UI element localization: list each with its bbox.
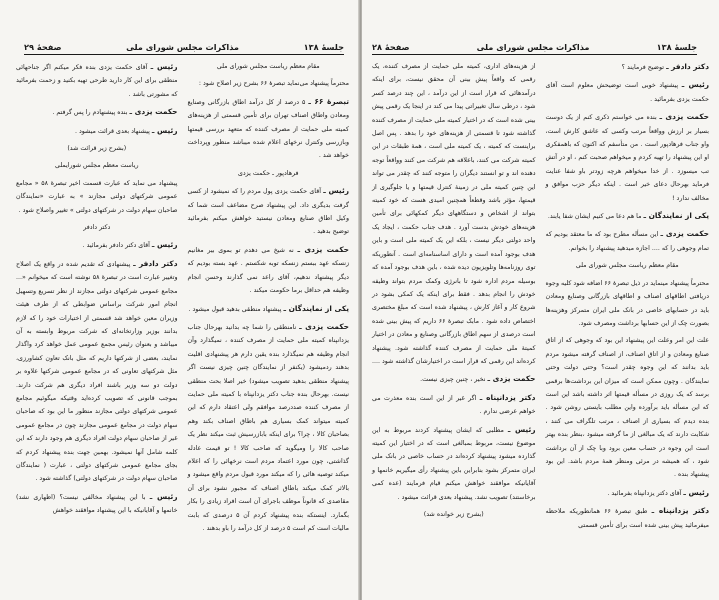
page-number: صفحهٔ ۲۸ (372, 42, 410, 52)
speech-paragraph (16, 105, 178, 119)
paragraph-text: نامنطقی را شما چه بدانید بهرحال جناب یزدانپناه کمیته ملی حمایت از مصرف کننده ، نمیگذارد وآن انجام وظیفه هم نمیگذارد بنده یقین دارم هر پیشنهادی اقلیت بدهند ردمیشود (یکنفر از نمایندگان چنین چیزی نیست اگر پیشنهاد منطقی بدهید تصویب میشود) خیر اصلا بحث منطقی نیست. بهرحال بنده جناب دکتر یزدانپناه با کمیته ملی حمایت از مصرف کننده صددرصد موافقم ولی اعتقاد دارم که این کمیته میتواند کمک بسیاری هم باطاق اصناف بکند وهم بصاحبان کالا ، چرا؟ برای اینکه بابازرسیش ثبت میکند نظر یک صاحب کالا را ومیگوید که صاحب کالا ! تو قیمت عادله گذاشتی، چون مورد اعتماد مردم است نرخهائی را که اعلام میکند توصیه هائی را که میکند مورد قبول مردم واقع میشود و بالاثر کمک میکند باطاق اصناف که مجبور نشود برای آن مقاصدی که قانوناً موظف باجرای آن است افراد زیادی را بکار بگمارد. اینستکه بنده پیشنهاد کردم آن ۵ درصدی که بابت مالیات است کم است ۵ درصد از کل درآمد را باو بدهند . (187, 323, 349, 532)
paragraph-text: محترماً پیشنهاد می‌نماید تبصرهٔ ۶۶ بشرح زیر اصلاح شود : (198, 80, 349, 88)
speaker-name: دکتر دادفر ـ (133, 258, 178, 268)
speech-paragraph (16, 238, 178, 252)
paragraph-text: ریاست معظم مجلس شورایملی (54, 162, 139, 170)
speech-paragraph (546, 110, 710, 205)
speech-paragraph (16, 257, 178, 486)
speaker-name: رئیس ـ (681, 80, 710, 90)
speaker-name: دکتر یزدانپناه ـ (651, 506, 709, 516)
speech-paragraph (372, 423, 536, 504)
text-paragraph (16, 159, 178, 172)
paragraph-text: توضیح فرمایند ؟ (621, 64, 665, 71)
speech-paragraph (16, 490, 178, 518)
paragraph-text: با این پیشنهاد مخالفی نیست؟ (اظهاری نشد) خانمها و آقایانیکه با این پیشنهاد موافقند خواهش (16, 493, 178, 515)
paragraph-text: اگر غیر از این است بنده معذرت می خواهم عرضی ندارم . (372, 394, 536, 416)
session-number: جلسهٔ ۱۳۸ (656, 42, 697, 52)
paragraph-text: (بشرح زیر خوانده شد) (423, 511, 484, 518)
paragraph-text: مقام معظم ریاست مجلس شورای ملی (575, 262, 679, 270)
right-page-column-right (546, 60, 710, 532)
text-paragraph (372, 60, 536, 368)
paragraph-text: پیشنهاد خوبی است توضیحش معلوم است آقای حکمت یزدی بفرمائید . (545, 82, 709, 103)
right-page-header (372, 38, 697, 55)
speech-paragraph (188, 95, 350, 163)
speaker-name: تبصرهٔ ۶۶ ـ (308, 96, 349, 106)
speech-paragraph (546, 504, 710, 532)
paragraph-text: مقام معظم ریاست مجلس شورای ملی (216, 63, 320, 70)
speaker-name: حکمت یزدی ـ (297, 244, 349, 254)
left-page (0, 0, 359, 600)
text-paragraph (16, 142, 178, 155)
paragraph-text: (بشرح زیر قرائت شد) (67, 145, 127, 153)
left-page-column-right (188, 60, 350, 535)
speech-paragraph (188, 243, 350, 298)
speaker-name: حکمت یزدی ـ (660, 229, 709, 239)
paragraph-text: ما هم دعا می کنیم ایشان شفا یابند. (547, 213, 642, 221)
speaker-name: حکمت یزدی ـ (129, 107, 178, 117)
speech-paragraph (188, 302, 350, 316)
speaker-name: رئیس ـ (507, 424, 536, 434)
speech-paragraph (16, 60, 178, 101)
speaker-name: حکمت یزدی ـ (487, 374, 536, 384)
text-paragraph (372, 508, 536, 521)
speaker-name: رئیس ـ (150, 62, 178, 71)
speaker-name: رئیس ـ (323, 186, 349, 196)
speaker-name: رئیس ـ (151, 240, 178, 250)
paragraph-text: از هزینه‌های اداری، کمیته ملی حمایت از مصرف کننده، یک رقمی که واقعاً پیش بینی آن محقق نیست، برای اینکه درآمدهائی که قرار است از این درآمد ، این چند درصد کسر شود ، درطی سال تغییراتی پیدا می کند در اینجا یک رقمی پیش بینی شده است که در اختیار کمیته ملی حمایت از مصرف کننده گذاشته شود تا قسمتی از هزینه‌های خود را بدهد . پس اصل براینست که کمیته ، یک کمیته ملی است ، همهٔ طبقات در این کمیته شرکت می کنند، باعلاقه هم شرکت می کنند وواقعاً توجه دهنده اند و تو انستند دیگران را متوجه کنند که چقدر می تواند این چنین کمیته ملی در زمینهٔ کنترل قیمتها و یا جلوگیری از قیمتها، مؤثر باشد وقطعاً همچنین امیدی هست که خود کمیته بتواند از اشخاص و دستگاههای دیگر کمکهائی برای تأمین هزینه‌های خودش بدست آورد . هدف جناب حکمت ، ایجاد یک واحد دولتی دیگر نیست ، بلکه این یک کمیته ملی است و باین هدف بوجود آمده است و دارای اساسنامه‌ای است . آنطوریکه توی روزنامه‌ها وتلویزیون دیده شده ، باین هدف بوجود آمده که بوسیله مردم اداره شود تا بانرژی وکمک مردم بتواند وظیفه خودش را انجام بدهد . فقط برای اینکه یک کمکی بشود در شروع کار و آغاز کارش ، پیشنهاد شده است که مبلغ مختصری اختصاص داده شود . مابک تبصرهٔ ۶۶ داریم که پیش بینی شده است درصدی از سهم اطاق بازرگانی وصنایع و معادن در اختیار کمیتهٔ ملی حمایت از مصرف کننده گذاشته شود. پیشنهاد کرده‌اند این رقمی که قرار است در اختیارشان گذاشته شود .... (371, 63, 536, 365)
right-page-column-left (372, 60, 536, 532)
paragraph-text: بنده می خواستم ذکری کنم از یک دوست بسیار بر ارزش وواقعاً مرتب وکسی که عاشق کارش است، واو جناب فرهادپور است . من متأسفم که اکنون که باهمفکری او این پیشنهاد را تهیه کردم و میخواهم صحبت کنم ، او در آتش تب میسوزد . از خدا میخواهم هرچه زودتر باو شفا عنایت فرماید بهرحال دعای خیر است . اینکه دیگر حزب موافق و مخالف ندارد ! (545, 114, 709, 202)
text-paragraph (16, 177, 178, 217)
speaker-name: یکی از نمایندگان ـ (643, 211, 709, 221)
paragraph-text: پیشنهاد منطقی بدهید قبول میشود . (188, 305, 282, 313)
paragraph-text: پیشنهادی که تقدیم شده در واقع یک اصلاح وتغییر عبارت است در تبصرهٔ ۵۸ نوشته است که میخوانم «... مجامع عمومی شرکتهای دولتی مجازند از نظر تسریع وتسهیل انجام امور شرکت براساس ضوابطی که از طرف هیئت وزیران معین خواهد شد قسمتی از اختیارات خود را که لازم بدانند بوزیر وزارتخانه‌ای که شرکت مربوط وابسته به آن میباشد و بعنوان رئیس مجمع عمومی عمل خواهد کرد واگذار نمایند، بعضی از شرکتها داریم که مثل بانک تعاون کشاورزی، مثل شرکتهای تعاونی که در مجامع عمومی شرکتها علاوه بر دولت دو سه وزیر باشند افراد دیگری هم شرکت دارند. بموجب قانونی که تصویب کرده‌اید وقتیکه میگوئیم مجامع عمومی شرکتهای دولتی مجازند منظور ما این بود که صاحبان سهام دولت در مجامع عمومی مجازند چون در مجامع عمومی غیر از صاحبان سهام دولت افراد دیگری هم وجود دارند که این کلمه شامل آنها نمیشود. بهمین جهت بنده پیشنهاد کردم که بجای مجامع عمومی شرکتهای دولتی ، عبارت ( نمایندگان صاحبان سهام دولت در شرکتهای دولتی) گذاشته شود . (16, 260, 178, 483)
left-page-header (24, 38, 344, 55)
paragraph-text: پیشنهاد می نماید که عبارت قسمت اخیر تبصرهٔ ۵۸ « مجامع عمومی شرکتهای دولتی مجازند » به عبارت «نمایندگان صاحبان سهام دولت در شرکتهای دولتی » تغییر واصلاح شود . (16, 179, 178, 214)
speaker-name: حکمت یزدی ـ (299, 321, 349, 331)
paragraph-text: علت این امر وعلت این پیشنهاد این بود که وجوهی که از اتاق صنایع ومعادن و از اتاق اصناف، از اصناف گرفته میشود مردم باید بدانند که این وجوه چقدر است؟ وحتی دولت وحتی نمایندگان . وچون ممکن است که میزان این برداشت‌ها برقمی برسد که یک روزی در مسأله قیمتها اثر داشته باشد این است که این مسأله باید برآورده واین مطلب بایستی روشن شود . بنده دیدم که بسیاری از اصناف ، مرتب تلگراف می کنند ، شکایت دارند که یک مبالغی از ما گرفته میشود ،بنظر بنده بهتر است این وجوه در حساب معین برود وبا چک از آن برداشت شود ، که همیشه در مرئی ومنظر همهٔ مردم باشد. این بود پیشنهاد بنده . (545, 337, 709, 479)
speaker-name: دکتر یزدانپناه ـ (479, 392, 536, 402)
session-number: جلسهٔ ۱۳۸ (303, 42, 344, 52)
page-number: صفحهٔ ۲۹ (24, 42, 62, 52)
paragraph-text: نخیر ، چنین چیزی نیست. (420, 376, 486, 384)
running-title: مذاکرات مجلس شورای ملی (126, 42, 239, 52)
text-paragraph (188, 77, 350, 90)
paragraph-text: آقای دکتر یزدانپناه بفرمائید . (607, 489, 682, 497)
paragraph-text: دکتر دادفر (83, 224, 111, 232)
running-title: مذاکرات مجلس شورای ملی (476, 42, 590, 52)
paragraph-text: ۵ درصد از کل درآمد اطاق بازرگانی وصنایع ومعادن واطاق اصناف تهران برای تأمین قسمتی از هزینه‌های کمیته ملی حمایت از مصرف کننده که متعهد بررسی قیمتها وبازرسی وکنترل نرخهای اعلام شده میباشد منظور وپرداخت خواهد شد . (187, 98, 349, 160)
paragraph-text: پیشنهاد بعدی قرائت میشود . (74, 127, 150, 135)
speech-paragraph (546, 227, 710, 255)
text-paragraph (188, 60, 350, 73)
paragraph-text: این مسأله مطرح بود که ما معتقد بودیم که تمام وجوهی را که .... اجازه میدهید پیشنهاد را بخوانم. (545, 231, 709, 252)
speech-paragraph (188, 320, 350, 536)
speech-paragraph (546, 209, 710, 223)
speaker-name: یکی از نمایندگان ـ (283, 303, 349, 313)
left-page-columns (16, 60, 349, 535)
text-paragraph (546, 334, 710, 481)
text-paragraph (546, 277, 710, 331)
paragraph-text: فرهادپور ـ حکمت یزدی (237, 169, 299, 177)
speaker-name: رئیس ـ (149, 491, 178, 501)
speech-paragraph (16, 124, 178, 138)
paragraph-text: طبق تبصرهٔ ۶۶ همانطوریکه ملاحظه میفرمائید پیش بینی شده است برای تأمین قسمتی (545, 508, 709, 529)
right-page-columns (372, 60, 709, 532)
left-page-column-left (16, 60, 178, 535)
speech-paragraph (372, 391, 536, 419)
paragraph-text: آقای حکمت یزدی پول مردم را که نمیشود از کسی گرفت بدیگری داد. این پیشنهاد صرح مضاعف است شما که وکیل اطاق صنایع ومعادن نیستید خواهش میکنم بفرمائید توضیح بدهید . (187, 188, 349, 236)
speaker-name: رئیس ـ (151, 125, 178, 135)
text-paragraph (16, 221, 178, 234)
speech-paragraph (546, 60, 710, 74)
speech-paragraph (546, 78, 710, 106)
speech-paragraph (188, 184, 350, 239)
paragraph-text: نه شیخ می دهدم تو بموی بیر مغانیم زنسکه عهد ببستم زنسکه توبه شکستم . عهد بسته بودیم که دیگر پیشنهاد ندهیم، آقای راعد نمی گذارند وحسن انجام وظیفه هم حداقل برما حکومت میکند . (187, 246, 349, 295)
paragraph-text: محترماً پیشنهاد مینماید در ذیل تبصرهٔ ۶۶ اضافه شود کلیه وجوه دریافتی اطاقهای اصناف و اطاقهای بازرگانی وصنایع ومعادن باید در حسابهای خاصی در بانک ملی ایران متمرکز وهزینه‌ها بصورت چک از این حسابها برداشت ومصرف شود. (545, 279, 709, 327)
text-paragraph (188, 167, 350, 180)
speaker-name: دکتر دادفر ـ (666, 62, 709, 71)
right-page (362, 0, 719, 600)
speech-paragraph (546, 486, 710, 500)
paragraph-text: بنده پیشنهادم را پس گرفتم . (52, 109, 128, 117)
paragraph-text: مطلبی که ایشان پیشنهاد کردند مربوط به این موضوع نیست، مربوط بمبالغی است که در اختیار این کمیته گذارده میشود پیشنهاد کرده‌اند در حساب خاصی در بانک ملی ایران متمرکز بشود بنابراین باین پیشنهاد رأی میگیریم خانمها و آقایانیکه موافقند خواهش میکنم قیام فرمایند (عده کمی برخاستند) تصویب نشد. پیشنهاد بعدی قرائت میشود . (372, 426, 536, 501)
paragraph-text: آقای حکمت یزدی بنده فکر میکنم اگر جناحهائی منطقی برای این کار دارید طرحی تهیه بکنید و زحمت بفرمائید که مشورتی باشد . (16, 64, 178, 98)
paragraph-text: آقای دکتر دادفر بفرمائید . (82, 242, 150, 250)
speech-paragraph (372, 372, 536, 386)
speaker-name: حکمت یزدی ـ (659, 112, 709, 122)
text-paragraph (546, 259, 710, 272)
speaker-name: رئیس ـ (683, 487, 709, 497)
